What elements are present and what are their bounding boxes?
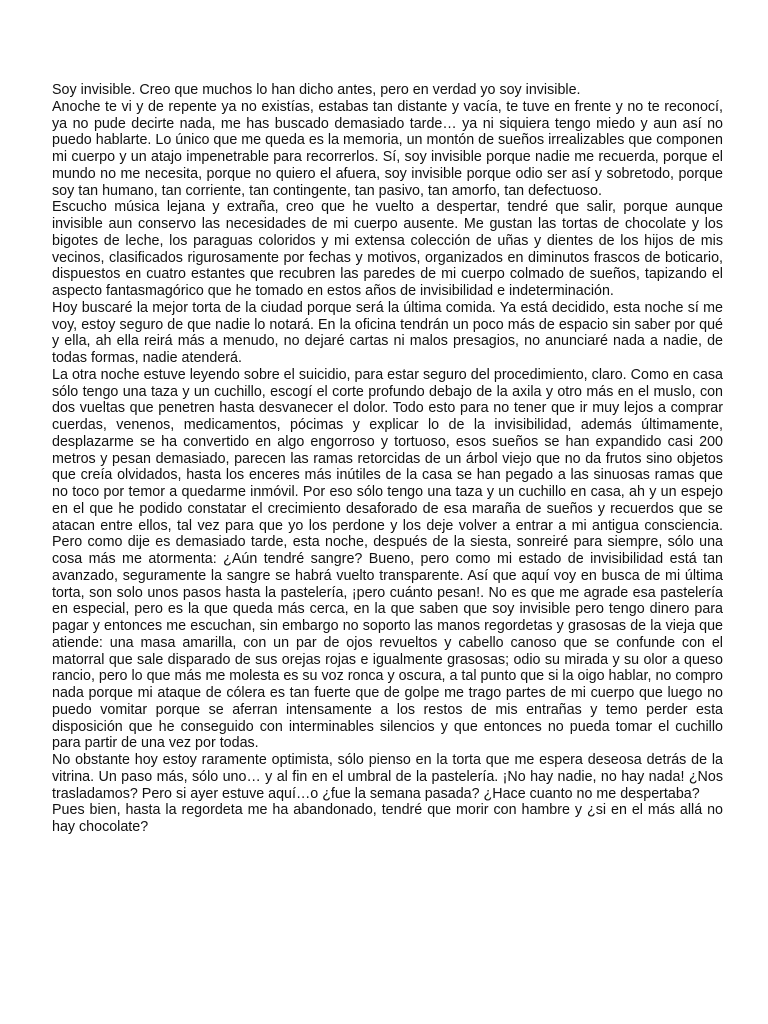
paragraph-1: Soy invisible. Creo que muchos lo han dicho antes, pero en verdad yo soy invisible.: [52, 82, 581, 98]
paragraph-2: Anoche te vi y de repente ya no existías, estabas tan distante y vacía, te tuve en frente y no te reconocí, ya no pude decirte nada, me has buscado demasiado tarde… ya ni siquiera tengo miedo y aun así no puedo hablarte. Lo único que me queda es la memoria, un montón de sueños irrealizables que componen mi cuerpo y un atajo impenetrable para recorrerlos. Sí, soy invisible porque nadie me recuerda, porque el mundo no me necesita, porque no quiero el afuera, soy invisible porque odio ser así y sobretodo, porque soy tan humano, tan corriente, tan contingente, tan pasivo, tan amorfo, tan defectuoso.: [52, 98, 723, 199]
paragraph-3: Escucho música lejana y extraña, creo que he vuelto a despertar, tendré que salir, porque aunque invisible aun conservo las necesidades de mi cuerpo ausente. Me gustan las tortas de chocolate y los bigotes de leche, los paraguas coloridos y mi extensa colección de uñas y dientes de los hijos de mis vecinos, clasificados rigurosamente por fechas y motivos, organizados en diminutos frascos de boticario, dispuestos en cuatro estantes que recubren las paredes de mi cuerpo colmado de sueños, tapizando el aspecto fantasmagórico que he tomado en estos años de invisibilidad e indeterminación.: [52, 199, 723, 299]
paragraph-6: No obstante hoy estoy raramente optimista, sólo pienso en la torta que me espera deseosa detrás de la vitrina. Un paso más, sólo uno… y al fin en el umbral de la pastelería. ¡No hay nadie, no hay nada! ¿Nos trasladamos? Pero si ayer estuve aquí…o ¿fue la semana pasada? ¿Hace cuanto no me despertaba?: [52, 752, 723, 802]
paragraph-7: Pues bien, hasta la regordeta me ha abandonado, tendré que morir con hambre y ¿si en el más allá no hay chocolate?: [52, 802, 723, 835]
paragraph-4: Hoy buscaré la mejor torta de la ciudad porque será la última comida. Ya está decidido, esta noche sí me voy, estoy seguro de que nadie lo notará. En la oficina tendrán un poco más de espacio sin saber por qué y ella, ah ella reirá más a menudo, no dejaré cartas ni malos presagios, no anunciaré nada a nadie, de todas formas, nadie atenderá.: [52, 299, 723, 366]
paragraph-5: La otra noche estuve leyendo sobre el suicidio, para estar seguro del procedimiento, claro. Como en casa sólo tengo una taza y un cuchillo, escogí el corte profundo debajo de la axila y otro más en el muslo, con dos vueltas que penetren hasta desvanecer el dolor. Todo esto para no tener que ir muy lejos a comprar cuerdas, venenos, medicamentos, pócimas y explicar lo de la invisibilidad, además últimamente, desplazarme se ha convertido en algo engorroso y tortuoso, esos sueños se han expandido casi 200 metros y pesan demasiado, parecen las ramas retorcidas de un árbol viejo que no da frutos sino objetos que creía olvidados, hasta los enceres más inútiles de la casa se han pegado a las sinuosas ramas que no toco por temor a quedarme inmóvil. Por eso sólo tengo una taza y un cuchillo en casa, ah y un espejo en el que he podido constatar el crecimiento desaforado de esa maraña de sueños y recuerdos que se atacan entre ellos, tal vez para que yo los perdone y los deje volver a entrar a mi antigua consciencia. Pero como dije es demasiado tarde, esta noche, después de la siesta, sonreiré para siempre, sólo una cosa más me atormenta: ¿Aún tendré sangre? Bueno, pero como mi estado de invisibilidad está tan avanzado, seguramente la sangre se habrá vuelto transparente. Así que aquí voy en busca de mi última torta, son solo unos pasos hasta la pastelería, ¡pero cuánto pesan!. No es que me agrade esa pastelería en especial, pero es la que queda más cerca, en la que saben que soy invisible pero tengo dinero para pagar y entonces me escuchan, sin embargo no soporto las manos regordetas y grasosas de la vieja que atiende: una masa amarilla, con un par de ojos revueltos y cabello canoso que se confunde con el matorral que sale disparado de sus orejas rojas e igualmente grasosas; odio su mirada y su olor a queso rancio, pero lo que más me molesta es su voz ronca y oscura, a tal punto que si la oigo hablar, no compro nada porque mi ataque de cólera es tan fuerte que de golpe me trago partes de mi cuerpo que luego no puedo vomitar porque se aferran intensamente a los restos de mis entrañas y temo perder esta disposición que he conseguido con interminables silencios y que entonces no pueda tomar el cuchillo para partir de una vez por todas.: [52, 366, 723, 752]
document-page: [52, 82, 723, 836]
